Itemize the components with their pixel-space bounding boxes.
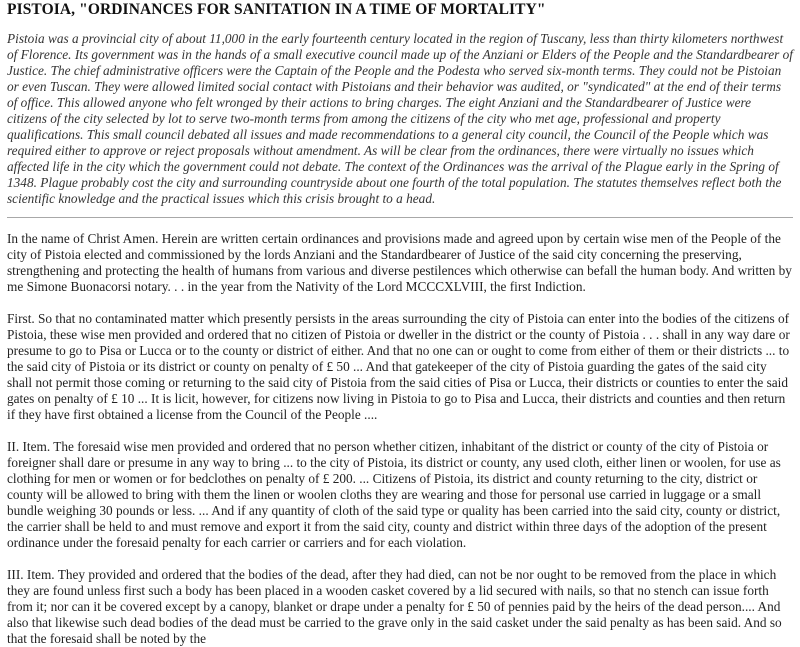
ordinance-first-paragraph: First. So that no contaminated matter which presently persists in the areas surrounding the city of Pistoia can enter into the bodies of the citizens of Pistoia, these wise men provided and ordered that no citizen of Pistoia or dweller in the district or the county of Pistoia . . . shall in any way dare or presume to go to Pisa or Lucca or to the county or district of either. And that no one can or ought to come from either of them or their districts ... to the said city of Pistoia or its district or county on penalty of £ 50 ... And that gatekeeper of the city of Pistoia guarding the gates of the said city shall not permit those coming or returning to the said city of Pistoia from the said cities of Pisa or Lucca, their districts or counties to enter the said gates on penalty of £ 10 ... It is licit, however, for citizens now living in Pistoia to go to Pisa and Lucca, their districts and counties and then return if they have first obtained a license from the Council of the People ....: [7, 311, 790, 422]
document-page: [0, 1, 800, 647]
preamble-paragraph: In the name of Christ Amen. Herein are written certain ordinances and provisions made and agreed upon by certain wise men of the People of the city of Pistoia elected and commissioned by the lords Anziani and the Standardbearer of Justice of the said city concerning the preserving, strengthening and protecting the health of humans from various and diverse pestilences which otherwise can befall the human body. And written by me Simone Buonacorsi notary. . . in the year from the Nativity of the Lord MCCCXLVIII, the first Indiction.: [7, 231, 792, 294]
document-title: PISTOIA, "ORDINANCES FOR SANITATION IN A TIME OF MORTALITY": [7, 1, 546, 18]
section-divider: [7, 217, 793, 218]
ordinance-second-paragraph: II. Item. The foresaid wise men provided and ordered that no person whether citizen, inhabitant of the district or county of the city of Pistoia or foreigner shall dare or presume in any way to bring ... to the city of Pistoia, its district or county, any used cloth, either linen or woolen, for use as clothing for men or women or for bedclothes on penalty of £ 200. ... Citizens of Pistoia, its district and county returning to the city, district or county will be allowed to bring with them the linen or woolen cloths they are wearing and those for personal use carried in luggage or a small bundle weighing 30 pounds or less. ... And if any quantity of cloth of the said type or quality has been carried into the said city, county or district, the carrier shall be held to and must remove and export it from the said city, county and district within three days of the adoption of the present ordinance under the foresaid penalty for each carrier or carriers and for each violation.: [7, 439, 781, 550]
ordinance-third-paragraph: III. Item. They provided and ordered that the bodies of the dead, after they had died, can not be nor ought to be removed from the place in which they are found unless first such a body has been placed in a wooden casket covered by a lid secured with nails, so that no stench can issue forth from it; nor can it be covered except by a canopy, blanket or drape under a penalty for £ 50 of pennies paid by the heirs of the dead person.... And also that likewise such dead bodies of the dead must be carried to the grave only in the said casket under the said penalty as has been said. And so that the foresaid shall be noted by the: [7, 567, 782, 646]
introduction-paragraph: Pistoia was a provincial city of about 11,000 in the early fourteenth century located in the region of Tuscany, less than thirty kilometers northwest of Florence. Its government was in the hands of a small executive council made up of the Anziani or Elders of the People and the Standardbearer of Justice. The chief administrative officers were the Captain of the People and the Podesta who served six-month terms. They could not be Pistoian or even Tuscan. They were allowed limited social contact with Pistoians and their behavior was audited, or "syndicated" at the end of their terms of office. This allowed anyone who felt wronged by their actions to bring charges. The eight Anziani and the Standardbearer of Justice were citizens of the city selected by lot to serve two-month terms from among the citizens of the city who met age, professional and property qualifications. This small council debated all issues and made recommendations to a general city council, the Council of the People which was required either to approve or reject proposals without amendment. As will be clear from the ordinances, there were virtually no issues which affected life in the city which the government could not debate. The context of the Ordinances was the arrival of the Plague early in the Spring of 1348. Plague probably cost the city and surrounding countryside about one fourth of the total population. The statutes themselves reflect both the scientific knowledge and the practical issues which this crisis brought to a head.: [7, 31, 793, 206]
